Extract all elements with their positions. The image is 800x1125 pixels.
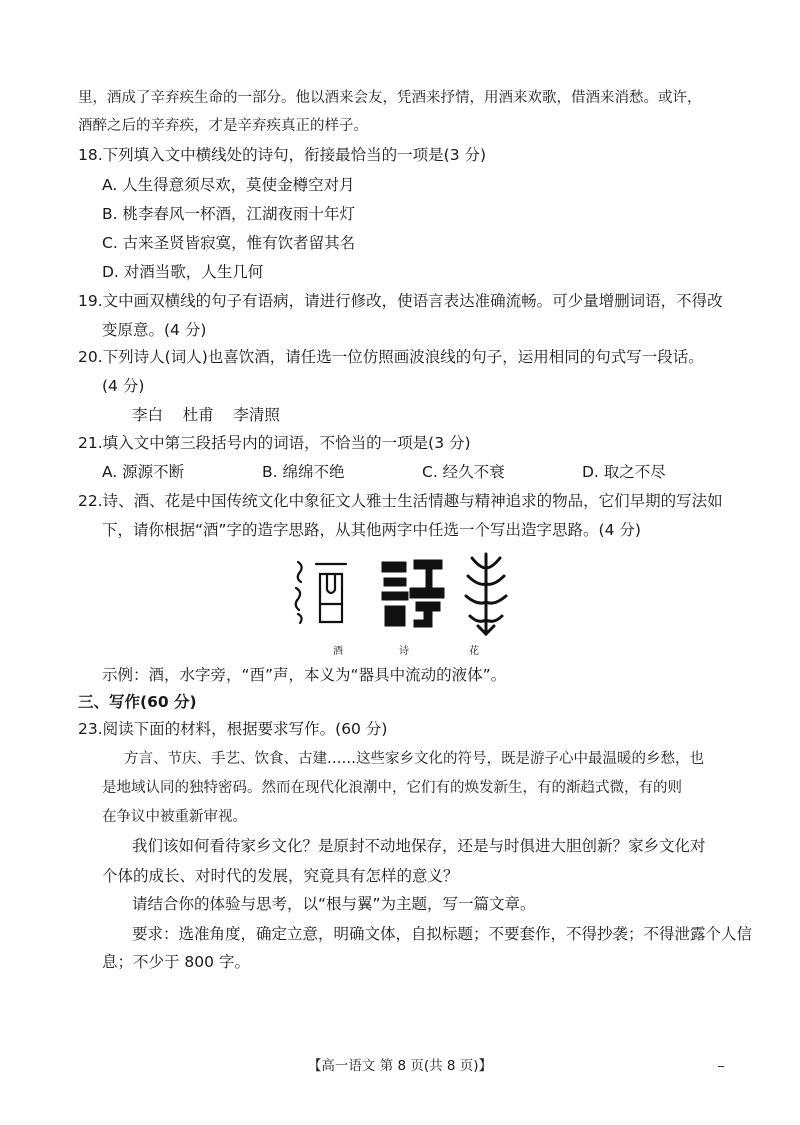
q23-material-line-2: 是地域认同的独特密码。然而在现代化浪潮中，它们有的焕发新生，有的渐趋式微，有的则: [102, 780, 682, 796]
passage-line-1: 里，酒成了辛弃疾生命的一部分。他以酒来会友，凭酒来抒情，用酒来欢歌，借酒来消愁。或许，: [78, 90, 702, 106]
seal-script-glyphs: [290, 548, 520, 638]
q21-option-b: B. 绵绵不绝: [262, 463, 345, 481]
seal-char-shi-image: [382, 560, 444, 627]
q23-para2-line-1: 我们该如何看待家乡文化？是原封不动地保存，还是与时俱进大胆创新？家乡文化对: [132, 837, 706, 855]
q21-option-a: A. 源源不断: [102, 463, 185, 481]
q21-stem: 21.填入文中第三段括号内的词语，不恰当的一项是(3 分): [78, 434, 471, 452]
q22-line-1: 22.诗、酒、花是中国传统文化中象征文人雅士生活情趣与精神追求的物品，它们早期的写法如: [78, 492, 723, 510]
seal-char-jiu-image: [296, 562, 346, 623]
q23-para3: 请结合你的体验与思考，以“根与翼”为主题，写一篇文章。: [132, 895, 536, 913]
q22-example: 示例：酒，水字旁，“酉”声，本义为“器具中流动的液体”。: [102, 666, 507, 684]
seal-caption-jiu: 酒: [333, 646, 343, 657]
q23-material-line-1: 方言、节庆、手艺、饮食、古建……这些家乡文化的符号，既是游子心中最温暖的乡愁，也: [124, 751, 704, 767]
q18-option-c: C. 古来圣贤皆寂寞，惟有饮者留其名: [102, 234, 356, 252]
q20-line-1: 20.下列诗人(词人)也喜饮酒，请任选一位仿照画波浪线的句子，运用相同的句式写一段话。: [78, 348, 704, 366]
q23-requirements-line-2: 息；不少于 800 字。: [102, 953, 250, 971]
q23-material-line-3: 在争议中被重新审视。: [102, 809, 247, 825]
q23-para2-line-2: 个体的成长、对时代的发展，究竟具有怎样的意义？: [102, 867, 459, 885]
q18-stem: 18.下列填入文中横线处的诗句，衔接最恰当的一项是(3 分): [78, 146, 487, 164]
q19-line-1: 19.文中画双横线的句子有语病，请进行修改，使语言表达准确流畅。可少量增删词语，不得改: [78, 292, 723, 310]
seal-char-hua-image: [466, 554, 506, 634]
page-footer: 【高一语文 第 8 页(共 8 页)】: [307, 1058, 493, 1074]
seal-script-figure: [290, 548, 520, 658]
q18-option-d: D. 对酒当歌，人生几何: [102, 263, 264, 281]
q23-stem: 23.阅读下面的材料，根据要求写作。(60 分): [78, 720, 388, 738]
q20-poets: 李白 杜甫 李清照: [132, 406, 280, 424]
q23-requirements-line-1: 要求：选准角度，确定立意，明确文体，自拟标题；不要套作，不得抄袭；不得泄露个人信: [132, 925, 753, 943]
footer-dash-mark: [718, 1066, 724, 1067]
q19-line-2: 变原意。(4 分): [102, 321, 207, 339]
q21-option-c: C. 经久不衰: [422, 463, 505, 481]
section-3-title: 三、写作(60 分): [78, 693, 197, 711]
seal-caption-shi: 诗: [399, 646, 409, 657]
seal-caption-hua: 花: [469, 646, 479, 657]
q21-option-d: D. 取之不尽: [582, 463, 666, 481]
q22-line-2: 下，请你根据“酒”字的造字思路，从其他两字中任选一个写出造字思路。(4 分): [102, 521, 641, 539]
q18-option-b: B. 桃李春风一杯酒，江湖夜雨十年灯: [102, 205, 355, 223]
passage-line-2: 酒醉之后的辛弃疾，才是辛弃疾真正的样子。: [78, 118, 368, 134]
q21-options: [102, 462, 742, 482]
q20-line-2: (4 分): [102, 377, 145, 395]
q18-option-a: A. 人生得意须尽欢，莫使金樽空对月: [102, 176, 355, 194]
